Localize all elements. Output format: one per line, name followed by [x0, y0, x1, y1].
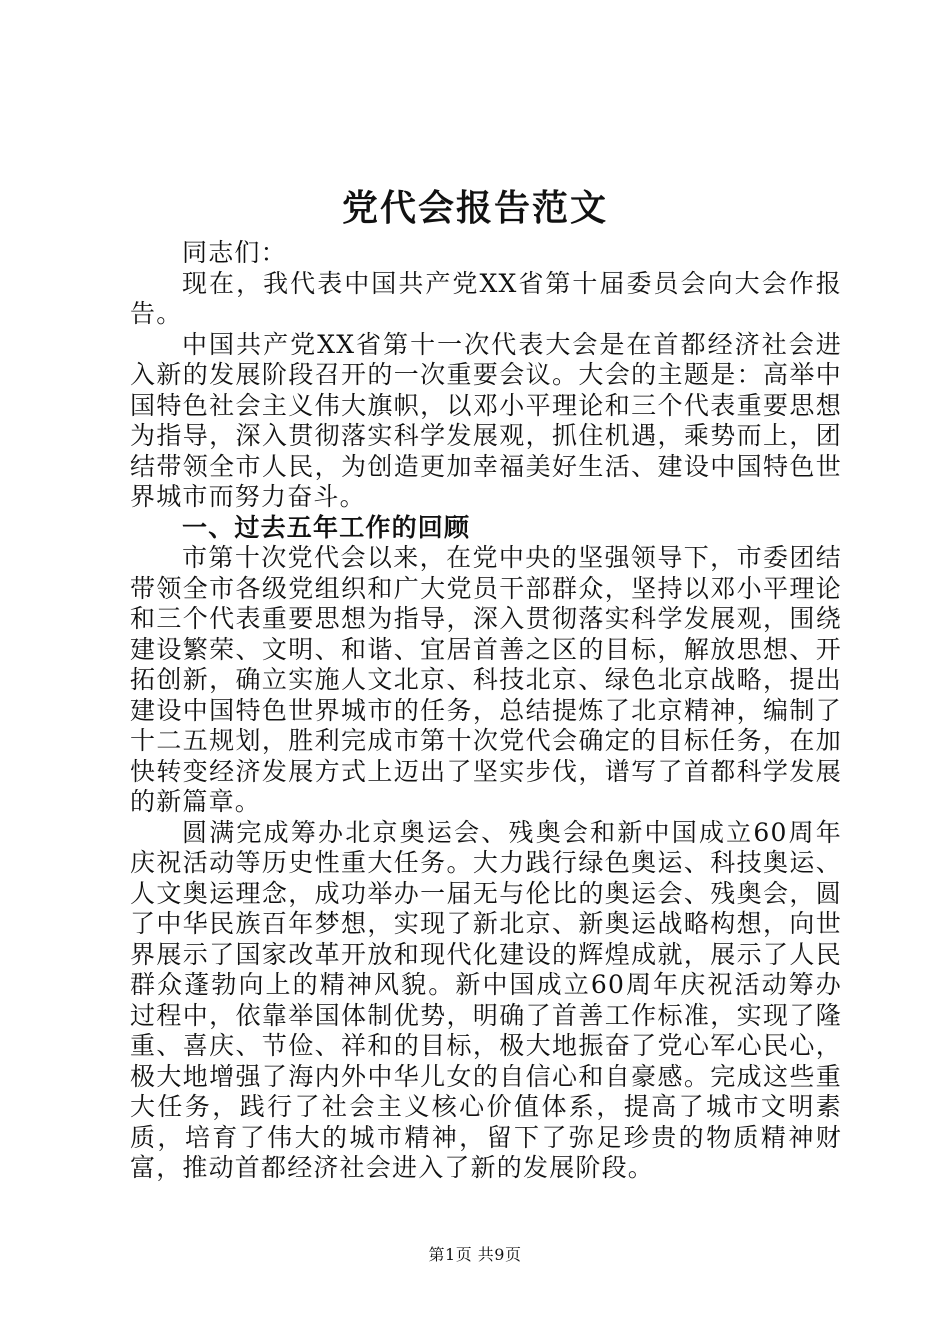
document-title: 党代会报告范文 — [341, 187, 608, 229]
paragraph-review: 市第十次党代会以来，在党中央的坚强领导下，市委团结带领全市各级党组织和广大党员干部群众，坚持以邓小平理论和三个代表重要思想为指导，深入贯彻落实科学发展观，围绕建设繁荣、文明、和谐、宜居首善之区的目标，解放思想、开拓创新，确立实施人文北京、科技北京、绿色北京战略，提出建设中国特色世界城市的任务，总结提炼了北京精神，编制了十二五规划，胜利完成市第十次党代会确定的目标任务，在加快转变经济发展方式上迈出了坚实步伐，谱写了首都科学发展的新篇章。 — [130, 543, 842, 816]
salutation: 同志们： — [182, 238, 287, 267]
page-footer: 第1页 共9页 — [428, 1245, 522, 1264]
paragraph-theme: 中国共产党XX省第十一次代表大会是在首都经济社会进入新的发展阶段召开的一次重要会议。大会的主题是：高举中国特色社会主义伟大旗帜，以邓小平理论和三个代表重要思想为指导，深入贯彻落实科学发展观，抓住机遇，乘势而上，团结带领全市人民，为创造更加幸福美好生活、建设中国特色世界城市而努力奋斗。 — [130, 329, 842, 511]
paragraph-olympics: 圆满完成筹办北京奥运会、残奥会和新中国成立60周年庆祝活动等历史性重大任务。大力践行绿色奥运、科技奥运、人文奥运理念，成功举办一届无与伦比的奥运会、残奥会，圆了中华民族百年梦想，实现了新北京、新奥运战略构想，向世界展示了国家改革开放和现代化建设的辉煌成就，展示了人民群众蓬勃向上的精神风貌。新中国成立60周年庆祝活动筹办过程中，依靠举国体制优势，明确了首善工作标准，实现了隆重、喜庆、节俭、祥和的目标，极大地振奋了党心军心民心，极大地增强了海内外中华儿女的自信心和自豪感。完成这些重大任务，践行了社会主义核心价值体系，提高了城市文明素质，培育了伟大的城市精神，留下了弥足珍贵的物质精神财富，推动首都经济社会进入了新的发展阶段。 — [130, 817, 842, 1182]
paragraph-opening: 现在，我代表中国共产党XX省第十届委员会向大会作报告。 — [130, 268, 842, 328]
document-body — [130, 238, 842, 1184]
section-heading: 一、过去五年工作的回顾 — [182, 512, 471, 542]
